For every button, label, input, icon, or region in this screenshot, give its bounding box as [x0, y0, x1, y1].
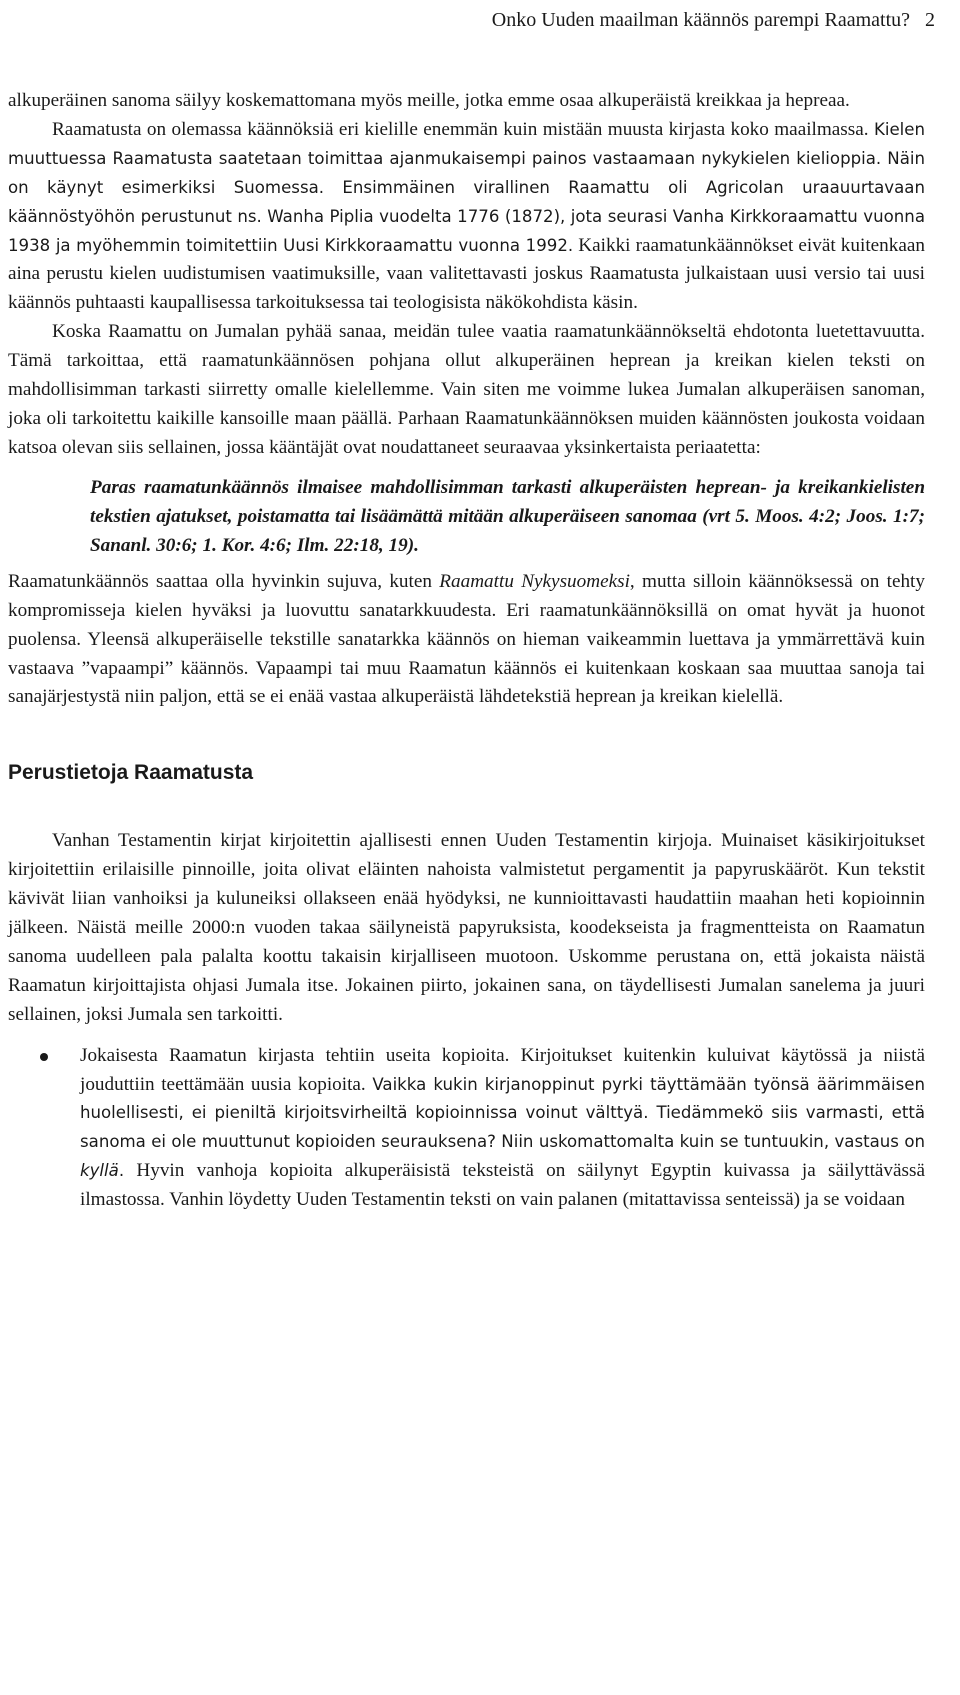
principle-quote: Paras raamatunkäännös ilmaisee mahdollisimman tarkasti alkuperäisten heprean- ja kreikankielisten tekstien ajatukset, poistamatta tai lisäämättä mitään alkuperäiseen sanomaa (vrt 5. Moos. 4:2; Joos. 1:7; Sananl. 30:6; 1. Kor. 4:6; Ilm. 22:18, 19). [90, 476, 925, 556]
page-number: 2 [925, 9, 935, 31]
paragraph-text: , mutta silloin käännöksessä on tehty kompromisseja kielen hyväksi ja luovuttu sanatarkkuudesta. Eri raamatunkäännöksillä on omat hyvät ja huonot puolensa. Yleensä alkuperäiselle tekstille sanatarkka käännös on hieman vaikeammin luettava ja ymmärrettävä kuin vastaava ”vapaampi” käännös. Vapaampi tai muu Raamatun käännös ei kuitenkaan koskaan saa muuttaa sanoja tai sanajärjestystä niin paljon, että se ei enää vastaa alkuperäistä lähdetekstiä heprean ja kreikan kielellä. [8, 570, 925, 708]
book-title-emphasis: Raamattu Nykysuomeksi [439, 570, 630, 592]
bullet-icon [40, 1053, 48, 1061]
paragraph-text: Kaikki raamatunkäännökset eivät kuitenkaan aina perustu kielen uudistumisen vaatimuksille, vaan valitettavasti joskus Raamatusta julkaistaan uusi versio tai uusi käännös puhtaasti kaupallisessa tarkoituksessa tai teologisista näkökohdista käsin. [8, 234, 925, 314]
list-item-text: Jokaisesta Raamatun kirjasta tehtiin useita kopioita. Kirjoitukset kuitenkin kuluivat käytössä ja niistä jouduttiin teettämään uusia kopioita. [80, 1044, 925, 1095]
bullet-list [8, 1042, 925, 1215]
list-item-text-sans: Vaikka kukin kirjanoppinut pyrki täyttämään työnsä äärimmäisen huolellisesti, ei pieniltä kirjoitsvirheiltä kopioinnissa voinut välttyä. Tiedämmekö siis varmasti, että sanoma ei ole muuttunut kopioiden seurauksena? Niin uskomattomalta kuin se tuntuukin, vastaus on [80, 1074, 926, 1152]
paragraph-basics: Vanhan Testamentin kirjat kirjoitettin ajallisesti ennen Uuden Testamentin kirjoja. Muinaiset käsikirjoitukset kirjoitettiin erilaisille pinnoille, joita olivat eläinten nahoista valmistetut pergamentit ja papyruskääröt. Kun tekstit kävivät liian vanhoiksi ja kuluneiksi ollakseen enää hyödyksi, ne kunnioittavasti haudattiin maahan heti kopioinnin jälkeen. Näistä meille 2000:n vuoden takaa säilyneistä papyruksista, koodekseista ja fragmentteista on Raamatun sanoma uudelleen pala palalta koottu takaisin kirjalliseen muotoon. Uskomme perustana on, että jokaista näistä Raamatun kirjoittajista ohjasi Jumala itse. Jokainen piirto, jokainen sana, on täydellisesti Jumalan sanelema ja juuri sellainen, joksi Jumala sen tarkoitti. [8, 830, 925, 1025]
paragraph-fluency [8, 568, 925, 713]
answer-emphasis: kyllä [80, 1161, 119, 1181]
list-item-text-sans: . [118, 1161, 125, 1181]
list-item-text: Hyvin vanhoja kopioita alkuperäisistä teksteistä on säilynyt Egyptin kuivassa ja säilyttävässä ilmastossa. Vanhin löydetty Uuden Testamentin teksti on vain palanen (mitattavissa senteissä) ja se voidaan [80, 1160, 925, 1211]
header-title: Onko Uuden maailman käännös parempi Raamattu? [491, 9, 910, 31]
paragraph-text-sans: Kielen muuttuessa Raamatusta saatetaan toimittaa ajanmukaisempi painos vastaamaan nykykielen kielioppia. Näin on käynyt esimerkiksi Suomessa. Ensimmäinen virallinen Raamattu oli Agricolan uraauurtavaan käännöstyöhön perustunut ns. Wanha Piplia vuodelta 1776 (1872), jota seurasi Vanha Kirkkoraamattu vuonna 1938 ja myöhemmin toimitettiin Uusi Kirkkoraamattu vuonna 1992. [8, 119, 925, 255]
running-header [8, 0, 935, 40]
paragraph-translations [8, 116, 925, 318]
section-heading: Perustietoja Raamatusta [8, 761, 254, 785]
paragraph-reliability: Koska Raamattu on Jumalan pyhää sanaa, meidän tulee vaatia raamatunkäännökseltä ehdotonta luetettavuutta. Tämä tarkoittaa, että raamatunkäännösen pohjana ollut alkuperäinen heprean ja kreikan kielen teksti on mahdollisimman tarkasti siirretty omalle kielellemme. Vain siten me voimme lukea Jumalan alkuperäisen sanoman, joka oli tarkoitettu kaikille kansoille maan päällä. Parhaan Raamatunkäännöksen muiden käännösten joukosta voidaan katsoa olevan siis sellainen, jossa kääntäjät ovat noudattaneet seuraavaa yksinkertaista periaatetta: [8, 321, 925, 458]
paragraph-text: Raamatunkäännös saattaa olla hyvinkin sujuva, kuten [8, 570, 440, 592]
list-item [8, 1042, 925, 1215]
paragraph-text: Raamatusta on olemassa käännöksiä eri kielille enemmän kuin mistään muusta kirjasta koko maailmassa. [52, 118, 874, 140]
paragraph-continuation: alkuperäinen sanoma säilyy koskemattomana myös meille, jotka emme osaa alkuperäistä kreikkaa ja hepreaa. [8, 90, 850, 111]
